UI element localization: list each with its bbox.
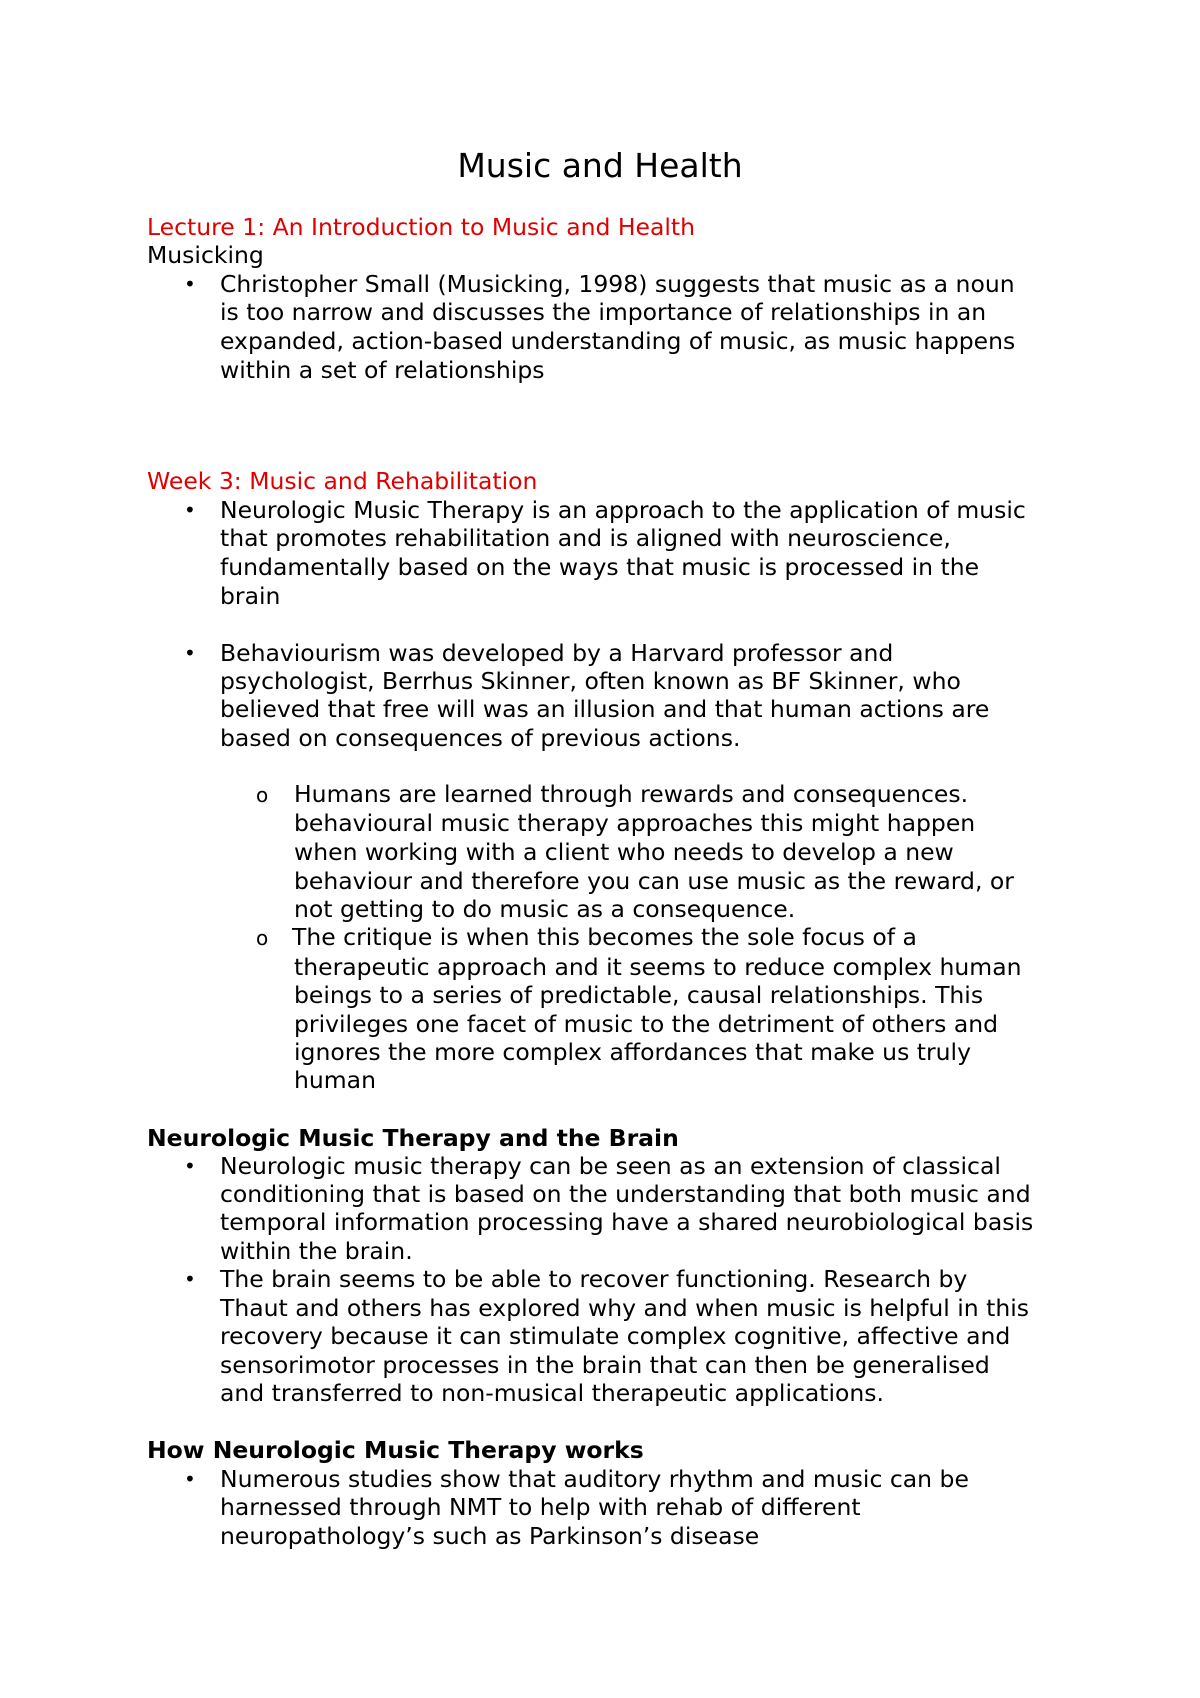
nmt-brain-bullet1-line4: within the brain. [220, 1237, 413, 1265]
week3-sub1-line2: behavioural music therapy approaches this might happen [294, 809, 976, 837]
bullet-marker: • [184, 498, 196, 522]
nmt-works-bullet1-line1: Numerous studies show that auditory rhythm and music can be [220, 1465, 969, 1493]
week3-sub2-line5: ignores the more complex affordances that make us truly [294, 1038, 971, 1066]
lecture1-bullet1-line4: within a set of relationships [220, 356, 545, 384]
nmt-brain-bullet2-line3: recovery because it can stimulate complex cognitive, affective and [220, 1322, 1011, 1350]
bullet-marker: • [184, 1467, 196, 1491]
week3-sub2-line2: therapeutic approach and it seems to reduce complex human [294, 953, 1022, 981]
week3-bullet1-line1: Neurologic Music Therapy is an approach to the application of music [220, 496, 1026, 524]
week3-sub2-line1: The critique is when this becomes the sole focus of a [292, 923, 917, 951]
bullet-marker: • [184, 641, 196, 665]
nmt-brain-heading: Neurologic Music Therapy and the Brain [147, 1124, 679, 1152]
week3-sub2-line6: human [294, 1066, 376, 1094]
bullet-marker: • [184, 272, 196, 296]
lecture1-bullet1-line2: is too narrow and discusses the importance of relationships in an [220, 298, 987, 326]
lecture1-heading: Lecture 1: An Introduction to Music and Health [147, 213, 696, 241]
nmt-brain-bullet2-line5: and transferred to non-musical therapeutic applications. [220, 1379, 885, 1407]
sub-bullet-marker: o [256, 783, 269, 807]
bullet-marker: • [184, 1154, 196, 1178]
lecture1-bullet1-line1: Christopher Small (Musicking, 1998) suggests that music as a noun [220, 270, 1015, 298]
week3-sub2-line4: privileges one facet of music to the detriment of others and [294, 1010, 999, 1038]
week3-bullet1-line3: fundamentally based on the ways that music is processed in the [220, 553, 980, 581]
nmt-brain-bullet1-line1: Neurologic music therapy can be seen as an extension of classical [220, 1152, 1001, 1180]
week3-bullet2-line1: Behaviourism was developed by a Harvard professor and [220, 639, 894, 667]
nmt-brain-bullet1-line3: temporal information processing have a shared neurobiological basis [220, 1208, 1034, 1236]
nmt-brain-bullet2-line1: The brain seems to be able to recover functioning. Research by [220, 1265, 968, 1293]
nmt-works-bullet1-line2: harnessed through NMT to help with rehab of different [220, 1493, 861, 1521]
week3-bullet2-line3: believed that free will was an illusion and that human actions are [220, 695, 990, 723]
nmt-brain-bullet2-line2: Thaut and others has explored why and when music is helpful in this [220, 1294, 1030, 1322]
week3-bullet2-line2: psychologist, Berrhus Skinner, often known as BF Skinner, who [220, 667, 961, 695]
lecture1-bullet1-line3: expanded, action-based understanding of music, as music happens [220, 327, 1016, 355]
week3-sub2-line3: beings to a series of predictable, causal relationships. This [294, 981, 984, 1009]
document-title: Music and Health [457, 146, 743, 185]
bullet-marker: • [184, 1267, 196, 1291]
lecture1-subheading: Musicking [147, 241, 264, 269]
nmt-brain-bullet1-line2: conditioning that is based on the understanding that both music and [220, 1180, 1031, 1208]
week3-bullet1-line4: brain [220, 582, 281, 610]
nmt-works-heading: How Neurologic Music Therapy works [147, 1436, 644, 1464]
week3-sub1-line5: not getting to do music as a consequence. [294, 895, 796, 923]
week3-bullet1-line2: that promotes rehabilitation and is aligned with neuroscience, [220, 524, 951, 552]
week3-sub1-line1: Humans are learned through rewards and consequences. [294, 780, 969, 808]
week3-bullet2-line4: based on consequences of previous actions. [220, 724, 741, 752]
nmt-brain-bullet2-line4: sensorimotor processes in the brain that can then be generalised [220, 1351, 990, 1379]
week3-sub1-line3: when working with a client who needs to develop a new [294, 838, 954, 866]
nmt-works-bullet1-line3: neuropathology’s such as Parkinson’s disease [220, 1522, 760, 1550]
week3-sub1-line4: behaviour and therefore you can use music as the reward, or [294, 867, 1014, 895]
sub-bullet-marker: o [256, 926, 269, 950]
week3-heading: Week 3: Music and Rehabilitation [147, 467, 538, 495]
